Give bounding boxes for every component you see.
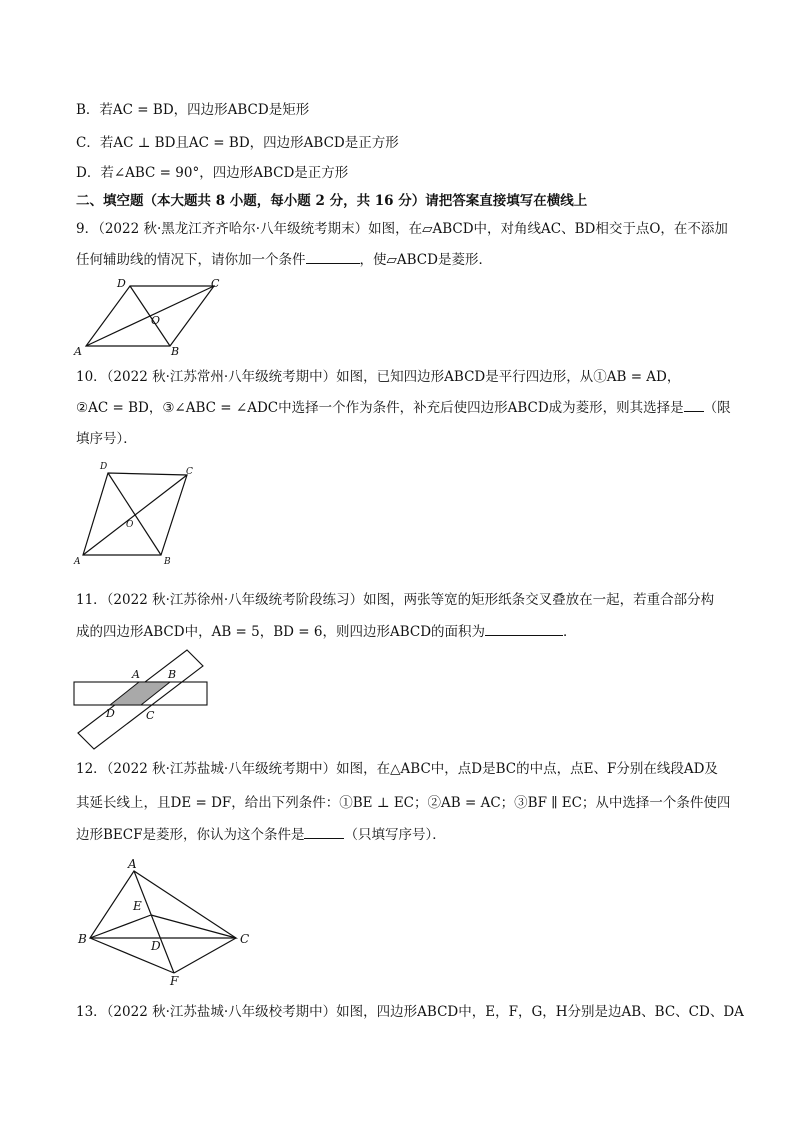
q10-line1: 10．（2022 秋·江苏常州·八年级统考期中）如图，已知四边形ABCD是平行四边形，从①AB = AD， bbox=[76, 369, 681, 385]
q10-label-d: D bbox=[100, 462, 108, 472]
q10-parallelogram-figure bbox=[70, 464, 200, 570]
section-heading: 二、填空题（本大题共 8 小题，每小题 2 分，共 16 分）请把答案直接填写在横线上 bbox=[76, 193, 588, 209]
q10-diagonal-bd bbox=[108, 473, 161, 555]
q12-answer-blank[interactable] bbox=[304, 825, 344, 839]
q11-label-d: D bbox=[106, 707, 115, 720]
q9-line2 bbox=[76, 250, 492, 269]
q12-label-e: E bbox=[133, 899, 142, 913]
option-c: C．若AC ⊥ BD且AC = BD，四边形ABCD是正方形 bbox=[76, 135, 399, 151]
q9-label-d: D bbox=[117, 277, 126, 290]
q12-line2: 其延长线上，且DE = DF，给出下列条件：①BE ⊥ EC；②AB = AC；③BF ∥ EC；从中选择一个条件使四 bbox=[76, 795, 731, 811]
q10-answer-blank[interactable] bbox=[684, 398, 704, 412]
q12-label-b: B bbox=[78, 932, 87, 946]
q9-label-o: O bbox=[151, 314, 161, 327]
q10-label-c: C bbox=[186, 467, 193, 477]
q12-segment-be bbox=[90, 915, 151, 938]
q12-line1: 12．（2022 秋·江苏盐城·八年级统考期中）如图，在△ABC中，点D是BC的中点，点E、F分别在线段AD及 bbox=[76, 761, 718, 777]
q11-line1: 11．（2022 秋·江苏徐州·八年级统考阶段练习）如图，两张等宽的矩形纸条交叉叠放在一起，若重合部分构 bbox=[76, 592, 715, 608]
q11-text-before-blank: 成的四边形ABCD中，AB = 5，BD = 6，则四边形ABCD的面积为 bbox=[76, 624, 486, 640]
q9-text-before-blank: 任何辅助线的情况下，请你加一个条件 bbox=[76, 252, 306, 268]
q11-text-after-blank: ． bbox=[563, 624, 577, 640]
q13-line1: 13．（2022 秋·江苏盐城·八年级校考期中）如图，四边形ABCD中，E，F，G，H分别是边AB、BC、CD、DA bbox=[76, 1004, 744, 1020]
q12-label-a: A bbox=[128, 857, 137, 871]
q12-segment-fc bbox=[174, 938, 236, 973]
q9-label-c: C bbox=[211, 277, 220, 290]
q10-line2 bbox=[76, 398, 731, 417]
q11-label-a: A bbox=[132, 668, 140, 681]
q10-label-a: A bbox=[74, 557, 81, 567]
q12-segment-bf bbox=[90, 938, 174, 973]
q11-label-b: B bbox=[168, 668, 177, 681]
q10-label-o: O bbox=[126, 520, 134, 530]
q11-overlap-quadrilateral bbox=[110, 682, 170, 705]
q9-label-b: B bbox=[171, 345, 180, 358]
q9-parallelogram-figure bbox=[70, 276, 230, 358]
q12-triangle-figure bbox=[78, 855, 258, 987]
q9-label-a: A bbox=[74, 345, 82, 358]
q12-text-after-blank: （只填写序号）． bbox=[344, 827, 446, 843]
q9-diagonal-bd bbox=[130, 286, 170, 346]
q9-line1: 9．（2022 秋·黑龙江齐齐哈尔·八年级统考期末）如图，在▱ABCD中，对角线AC、BD相交于点O，在不添加 bbox=[76, 221, 728, 237]
q10-text-before-blank: ②AC = BD，③∠ABC = ∠ADC中选择一个作为条件，补充后使四边形ABCD成为菱形，则其选择是 bbox=[76, 400, 684, 416]
q12-triangle-abc bbox=[90, 871, 236, 938]
q11-line2 bbox=[76, 622, 577, 641]
q12-text-before-blank: 边形BECF是菱形，你认为这个条件是 bbox=[76, 827, 305, 843]
q12-label-d: D bbox=[151, 939, 161, 953]
q10-text-after-blank: （限 bbox=[703, 400, 731, 416]
option-d: D．若∠ABC = 90°，四边形ABCD是正方形 bbox=[76, 165, 349, 181]
q11-answer-blank[interactable] bbox=[485, 622, 563, 636]
q11-label-c: C bbox=[146, 709, 155, 722]
q10-line3: 填序号）． bbox=[76, 431, 137, 447]
q12-segment-ec bbox=[151, 915, 236, 938]
q12-label-f: F bbox=[170, 974, 179, 988]
q9-answer-blank[interactable] bbox=[306, 250, 360, 264]
q9-text-after-blank: ，使▱ABCD是菱形． bbox=[359, 252, 492, 268]
q12-label-c: C bbox=[240, 932, 250, 946]
option-b: B．若AC = BD，四边形ABCD是矩形 bbox=[76, 102, 310, 118]
q10-label-b: B bbox=[164, 557, 171, 567]
q11-strips-figure bbox=[70, 645, 215, 753]
q12-segment-af bbox=[134, 871, 174, 973]
q12-line3 bbox=[76, 825, 446, 844]
